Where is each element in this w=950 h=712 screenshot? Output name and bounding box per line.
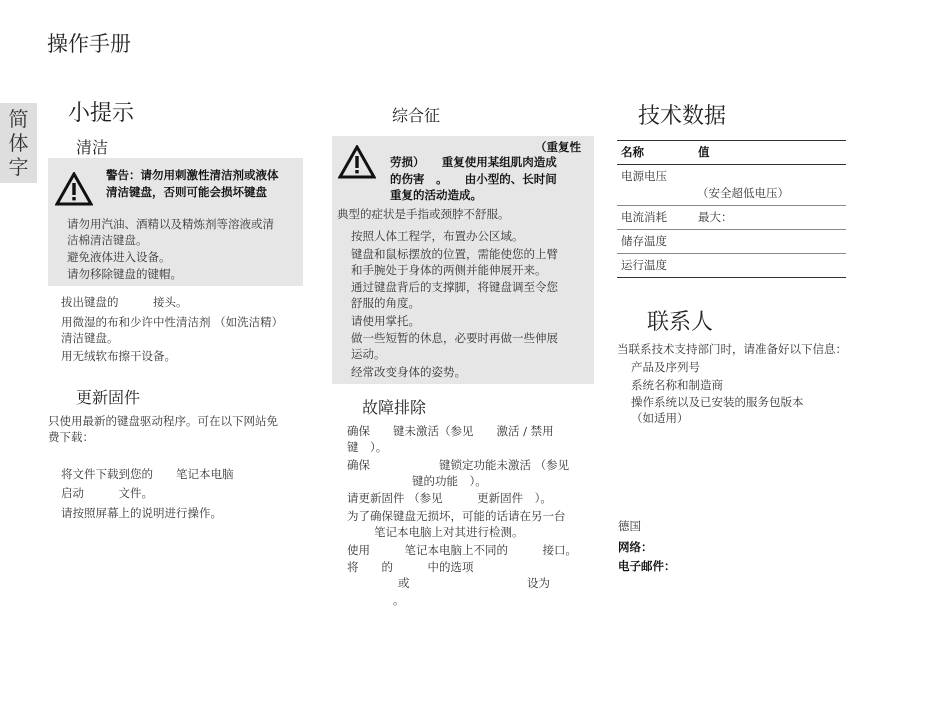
contact-email-label: 电子邮件： xyxy=(618,559,676,573)
contact-country: 德国 xyxy=(618,519,641,533)
table-header-value: 值 xyxy=(698,145,710,159)
table-bottom-rule xyxy=(617,277,846,278)
rsi-box-line: 舒服的角度。 xyxy=(351,296,420,310)
rsi-box-line: 和手腕处于身体的两侧并能伸展开来。 xyxy=(351,263,547,277)
contact-item: 操作系统以及已安装的服务包版本 xyxy=(631,395,804,409)
table-row-rule xyxy=(617,205,846,206)
rsi-box-line: 请使用掌托。 xyxy=(351,314,420,328)
table-header-name: 名称 xyxy=(621,145,644,159)
troubleshoot-line: 确保 键未激活（参见 激活 / 禁用 xyxy=(347,424,554,438)
rsi-box-line: 通过键盘背后的支撑脚，将键盘调至令您 xyxy=(351,280,558,294)
language-tab-char: 体 xyxy=(8,131,29,155)
troubleshoot-line: 。 xyxy=(393,593,405,607)
contact-intro: 当联系技术支持部门时，请准备好以下信息： xyxy=(617,342,847,356)
troubleshoot-line: 确保 键锁定功能未激活 （参见 xyxy=(347,458,570,472)
firmware-line: 费下载： xyxy=(48,430,94,444)
clean-box-line: 请勿移除键盘的键帽。 xyxy=(67,267,182,281)
rsi-box-line: 做一些短暂的休息，必要时再做一些伸展 xyxy=(351,331,558,345)
table-cell-name: 储存温度 xyxy=(621,234,667,248)
clean-heading: 清洁 xyxy=(76,138,109,157)
clean-line: 拔出键盘的 接头。 xyxy=(61,295,188,309)
table-cell-name: 运行温度 xyxy=(621,258,667,272)
troubleshoot-line: 请更新固件 （参见 更新固件 ）。 xyxy=(347,491,552,505)
contact-heading: 联系人 xyxy=(647,310,714,335)
firmware-step: 启动 文件。 xyxy=(61,486,153,500)
warning-icon xyxy=(55,172,93,206)
clean-box-line: 洁棉清洁键盘。 xyxy=(67,233,148,247)
clean-box-line: 避免液体进入设备。 xyxy=(67,250,171,264)
clean-line: 用无绒软布擦干设备。 xyxy=(61,349,176,363)
troubleshoot-line: 键的功能 ）。 xyxy=(412,474,487,488)
rsi-heading: 综合征 xyxy=(392,106,441,125)
clean-box-line: 请勿用汽油、酒精以及精炼剂等溶液或清 xyxy=(67,217,274,231)
table-cell-name: 电流消耗 xyxy=(621,210,667,224)
table-cell-value: 最大： xyxy=(698,210,733,224)
troubleshoot-line: 使用 笔记本电脑上不同的 接口。 xyxy=(347,543,577,557)
tips-heading: 小提示 xyxy=(68,101,135,126)
warning-icon xyxy=(338,145,376,179)
rsi-warning-text: （重复性 xyxy=(535,140,581,154)
troubleshoot-line: 为了确保键盘无损坏，可能的话请在另一台 xyxy=(347,509,566,523)
contact-item: 系统名称和制造商 xyxy=(631,378,723,392)
rsi-box-line: 典型的症状是手指或颈脖不舒服。 xyxy=(337,207,510,221)
clean-line: 用微湿的布和少许中性清洁剂 （如洗洁精） xyxy=(61,315,284,329)
troubleshoot-line: 键 ）。 xyxy=(347,440,388,454)
contact-item: （如适用） xyxy=(631,411,689,425)
table-top-rule xyxy=(617,140,846,141)
rsi-box-line: 按照人体工程学，布置办公区域。 xyxy=(351,229,524,243)
language-tab-char: 简 xyxy=(8,107,29,131)
troubleshoot-line: 将 的 中的选项 xyxy=(347,560,474,574)
table-cell-value: （安全超低电压） xyxy=(697,186,789,200)
rsi-warning-text: 的伤害 。 由小型的、长时间 xyxy=(390,172,557,186)
troubleshoot-line: 设为 xyxy=(527,576,550,590)
table-row-rule xyxy=(617,253,846,254)
clean-warning-text: 清洁键盘，否则可能会损坏键盘 xyxy=(106,185,267,199)
contact-item: 产品及序列号 xyxy=(631,360,700,374)
rsi-box-line: 键盘和鼠标摆放的位置，需能使您的上臂 xyxy=(351,247,558,261)
firmware-step: 将文件下载到您的 笔记本电脑 xyxy=(61,467,234,481)
tech-data-heading: 技术数据 xyxy=(638,104,727,129)
table-header-rule xyxy=(617,164,846,165)
language-tab-char: 字 xyxy=(8,155,29,179)
troubleshoot-heading: 故障排除 xyxy=(362,398,427,417)
page-title: 操作手册 xyxy=(47,32,131,56)
clean-line: 清洁键盘。 xyxy=(61,331,119,345)
firmware-step: 请按照屏幕上的说明进行操作。 xyxy=(61,506,222,520)
rsi-warning-text: 劳损） 重复使用某组肌肉造成 xyxy=(390,155,557,169)
firmware-heading: 更新固件 xyxy=(76,388,141,407)
firmware-line: 只使用最新的键盘驱动程序。可在以下网站免 xyxy=(48,414,278,428)
language-tab[interactable] xyxy=(0,103,37,183)
troubleshoot-line: 或 xyxy=(398,576,410,590)
rsi-box-line: 运动。 xyxy=(351,347,386,361)
rsi-warning-text: 重复的活动造成。 xyxy=(390,188,482,202)
table-row-rule xyxy=(617,229,846,230)
rsi-box-line: 经常改变身体的姿势。 xyxy=(351,365,466,379)
contact-web-label: 网络： xyxy=(618,540,653,554)
clean-warning-text: 警告：请勿用刺激性清洁剂或液体 xyxy=(106,168,279,182)
troubleshoot-line: 笔记本电脑上对其进行检测。 xyxy=(374,525,524,539)
table-cell-name: 电源电压 xyxy=(621,169,667,183)
